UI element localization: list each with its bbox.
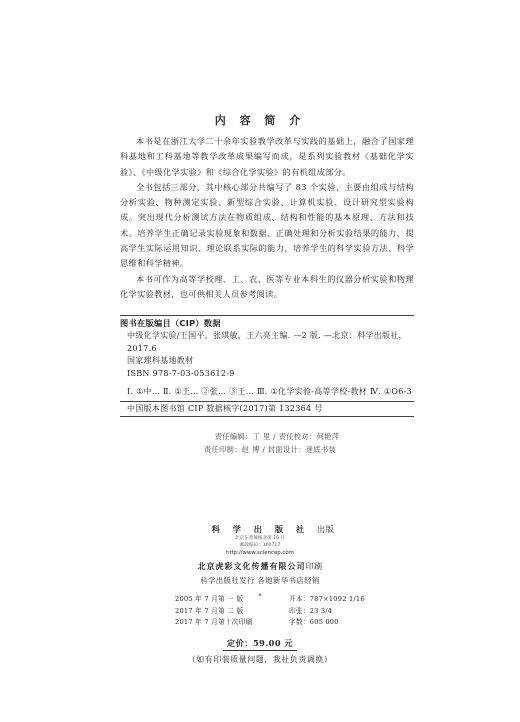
edition-2: 2017 年 7 月第 二 版 [175,606,244,615]
format-info: 开本：787×1092 1/16 [289,595,365,603]
intro-body [120,134,414,302]
cip-classification: Ⅰ. ①中… Ⅱ. ①王… ②张… ③王… Ⅲ. ①化学实验-高等学校-教材 Ⅳ. ①O6-3 [127,387,412,397]
publisher-postcode: 邮政编码：100717 [239,543,281,548]
editorial-credits [120,431,414,456]
publisher-name-suffix: 出版 [316,524,335,534]
production-credit: 责任印制：赵 博 / 封面设计：迷底书装 [203,444,337,454]
cip-block [120,315,414,417]
intro-title: 内 容 简 介 [214,114,306,127]
cip-title-line: 中级化学实验/王国平，张琪敏，王六亮主编. —2 版. —北京：科学出版社，2017.6 [127,331,407,353]
quality-notice: （如有印装质量问题，我社负责调换） [187,655,333,664]
intro-paragraph-3: 本书可作为高等学校理、工、农、医等专业本科生的仪器分析实验和物理化学实验教材，也可供相关人员参考阅读。 [120,273,414,299]
intro-paragraph-1: 本书是在浙江大学二十余年实验教学改革与实践的基础上，融合了国家理科基地和工科基地等教学改革成果编写而成，是系列实验教材《基础化学实验》、《中级化学实验》和《综合化学实验》的有机组成部分。 [120,136,414,177]
publisher-address: 北京东黄城根北街 16 号 [234,536,286,541]
print-info [175,594,375,629]
distributor-line: 科学出版社发行 各地新华书店经销 [200,576,320,585]
cip-record-number: 中国版本图书馆 CIP 数据核字(2017)第 132364 号 [120,401,414,417]
publisher-name-text: 科 学 出 版 社 [211,524,310,534]
price-block [0,631,520,667]
publisher-name [0,523,520,535]
publisher-block [0,523,520,602]
edition-1: 2005 年 7 月第 一 版 [175,595,244,603]
printer-line [0,559,520,574]
cip-isbn-line: ISBN 978-7-03-053612-9 [127,368,235,378]
printer-name: 北京虎彩文化传播有限公司 [197,561,306,571]
separator-star: * [258,592,262,600]
sheets-info: 印张：23 3/4 [289,606,333,615]
cip-series-line: 国家理科基地教材 [127,356,194,366]
printer-suffix: 印刷 [305,562,323,571]
intro-paragraph-2: 全书包括三部分，其中核心部分共编写了 83 个实验，主要由组成与结构分析实验、物种测定实验、新型综合实验、计算机实验、设计研究型实验构成。突出现代分析测试方法在物质组成、结构和性能的基本原理、方法和技术。培养学生正确记录实验现象和数据、正确处理和分析实验结果的能力，提高学生实际运用知识、理论联系实际的能力，培养学生的科学实验方法、科学思维和科学精神。 [120,181,414,269]
print-info-row [175,617,375,629]
price: 定价：59.00 元 [223,637,297,651]
printing-count: 2017 年 7 月第十次印刷 [175,618,253,626]
word-count: 字数：605 000 [289,618,339,626]
print-info-row [175,606,375,618]
cip-heading: 图书在版编目（CIP）数据 [120,315,414,330]
publisher-url: http://www.sciencep.com [226,550,294,556]
print-info-row [175,594,375,606]
editor-credit: 责任编辑：丁 里 / 责任校对：何艳萍 [214,432,340,441]
